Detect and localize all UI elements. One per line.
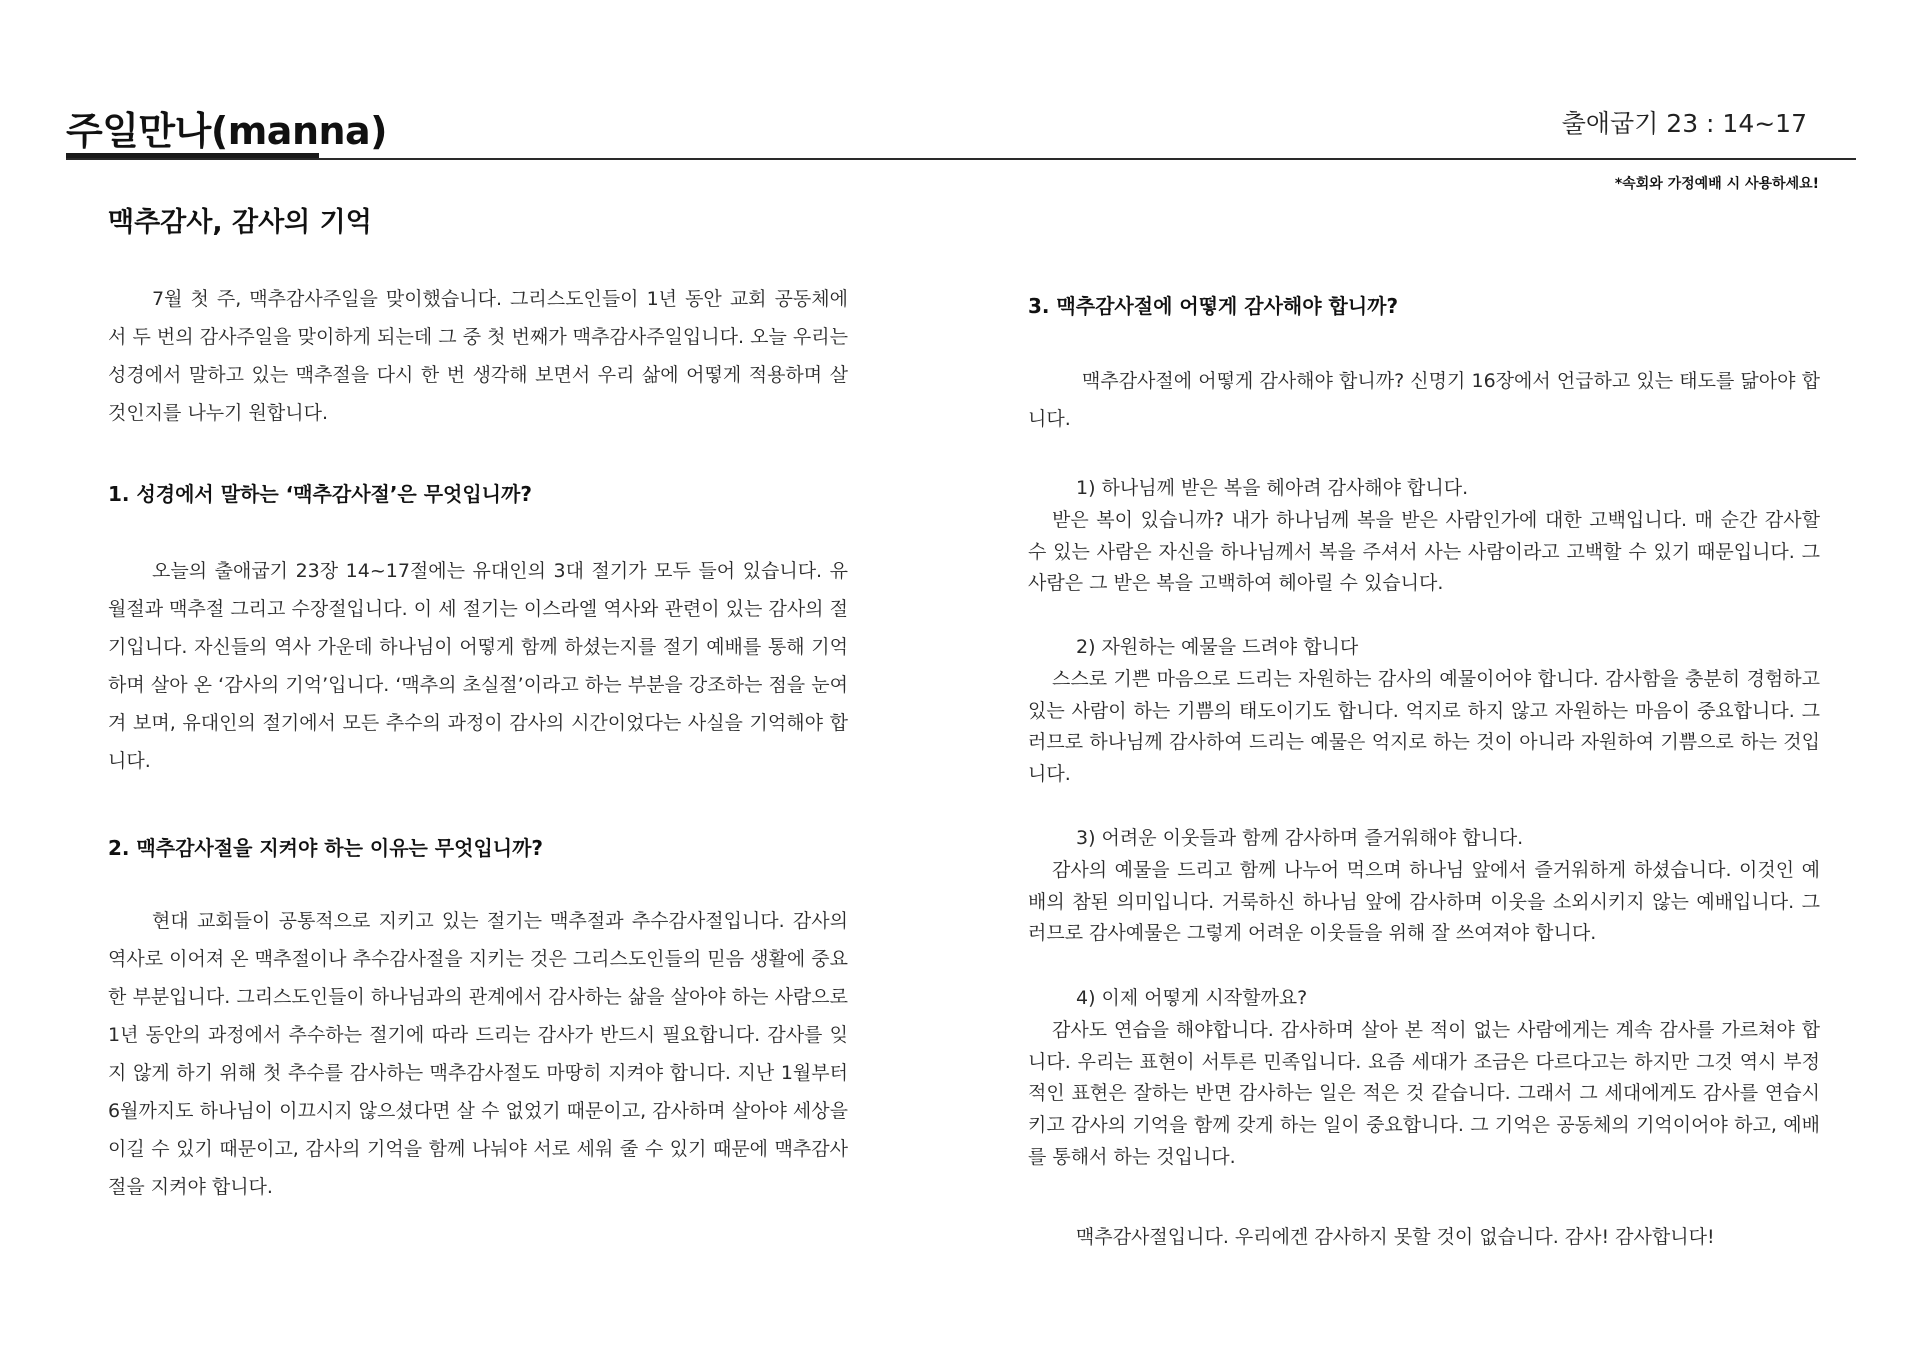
point-2-heading: 2) 자원하는 예물을 드려야 합니다 [1076,636,1359,658]
point-4-body: 감사도 연습을 해야합니다. 감사하며 살아 본 적이 없는 사람에게는 계속 감사를 가르쳐야 합니다. 우리는 표현이 서투른 민족입니다. 요즘 세대가 조금은 다르다고는 하지만 그것 역시 부정적인 표현은 잘하는 반면 감사하는 일은 적은 것 같습니다. 그래서 그 세대에게도 감사를 연습시키고 감사의 기억을 함께 갖게 하는 일이 중요합니다. 그 기억은 공동체의 기억이어야 하고, 예배를 통해서 하는 것입니다. [1028,1018,1820,1168]
section-3-title: 3. 맥추감사절에 어떻게 감사해야 합니까? [1028,294,1399,318]
section-1-title: 1. 성경에서 말하는 ‘맥추감사절’은 무엇입니까? [108,482,532,506]
point-1-heading: 1) 하나님께 받은 복을 헤아려 감사해야 합니다. [1076,477,1469,499]
point-1-body: 받은 복이 있습니까? 내가 하나님께 복을 받은 사람인가에 대한 고백입니다. 매 순간 감사할 수 있는 사람은 자신을 하나님께서 복을 주셔서 사는 사람이라고 고백할 수 있기 때문입니다. 그 사람은 그 받은 복을 고백하여 헤아릴 수 있습니다. [1028,508,1820,595]
header-rule [66,158,1856,160]
point-3 [1028,823,1820,950]
section-3-intro-text: 맥추감사절에 어떻게 감사해야 합니까? 신명기 16장에서 언급하고 있는 태도를 닮아야 합니다. [1028,370,1820,430]
point-1 [1028,473,1820,600]
scripture-reference: 출애굽기 23 : 14~17 [1561,109,1807,138]
section-1-body: 오늘의 출애굽기 23장 14~17절에는 유대인의 3대 절기가 모두 들어 있습니다. 유월절과 맥추절 그리고 수장절입니다. 이 세 절기는 이스라엘 역사와 관련이 있는 감사의 절기입니다. 자신들의 역사 가운데 하나님이 어떻게 함께 하셨는지를 절기 예배를 통해 기억하며 살아 온 ‘감사의 기억’입니다. ‘맥추의 초실절’이라고 하는 부분을 강조하는 점을 눈여겨 보며, 유대인의 절기에서 모든 추수의 과정이 감사의 시간이었다는 사실을 기억해야 합니다. [108,560,848,772]
point-2-body: 스스로 기쁜 마음으로 드리는 자원하는 감사의 예물이어야 합니다. 감사함을 충분히 경험하고 있는 사람이 하는 기쁨의 태도이기도 합니다. 억지로 하지 않고 자원하는 마음이 중요합니다. 그러므로 하나님께 감사하여 드리는 예물은 억지로 하는 것이 아니라 자원하여 기쁨으로 하는 것입니다. [1028,667,1820,786]
point-3-body: 감사의 예물을 드리고 함께 나누어 먹으며 하나님 앞에서 즐거워하게 하셨습니다. 이것인 예배의 참된 의미입니다. 거룩하신 하나님 앞에 감사하며 이웃을 소외시키지 않는 예배입니다. 그러므로 감사예물은 그렇게 어려운 이웃들을 위해 잘 쓰여져야 합니다. [1028,858,1820,945]
page-title: 주일만나(manna) [66,109,388,153]
point-2 [1028,632,1820,791]
usage-note: *속회와 가정예배 시 사용하세요! [1614,176,1819,192]
point-3-heading: 3) 어려운 이웃들과 함께 감사하며 즐거워해야 합니다. [1076,827,1524,849]
section-2-title: 2. 맥추감사절을 지켜야 하는 이유는 무엇입니까? [108,836,544,860]
intro-paragraph: 7월 첫 주, 맥추감사주일을 맞이했습니다. 그리스도인들이 1년 동안 교회 공동체에서 두 번의 감사주일을 맞이하게 되는데 그 중 첫 번째가 맥추감사주일입니다. 오늘 우리는 성경에서 말하고 있는 맥추절을 다시 한 번 생각해 보면서 우리 삶에 어떻게 적용하며 살 것인지를 나누기 원합니다. [108,288,848,424]
closing-line: 맥추감사절입니다. 우리에겐 감사하지 못할 것이 없습니다. 감사! 감사합니다! [1076,1226,1715,1248]
sermon-title: 맥추감사, 감사의 기억 [108,207,372,238]
section-3-intro [1028,362,1820,438]
section-2-body: 현대 교회들이 공통적으로 지키고 있는 절기는 맥추절과 추수감사절입니다. 감사의 역사로 이어져 온 맥추절이나 추수감사절을 지키는 것은 그리스도인들의 믿음 생활에 중요한 부분입니다. 그리스도인들이 하나님과의 관계에서 감사하는 삶을 살아야 하는 사람으로 1년 동안의 과정에서 추수하는 절기에 따라 드리는 감사가 반드시 필요합니다. 감사를 잊지 않게 하기 위해 첫 추수를 감사하는 맥추감사절도 마땅히 지켜야 합니다. 지난 1월부터 6월까지도 하나님이 이끄시지 않으셨다면 살 수 없었기 때문이고, 감사하며 살아야 세상을 이길 수 있기 때문이고, 감사의 기억을 함께 나눠야 서로 세워 줄 수 있기 때문에 맥추감사절을 지켜야 합니다. [108,910,848,1198]
point-4-heading: 4) 이제 어떻게 시작할까요? [1076,987,1308,1009]
point-4 [1028,983,1820,1174]
